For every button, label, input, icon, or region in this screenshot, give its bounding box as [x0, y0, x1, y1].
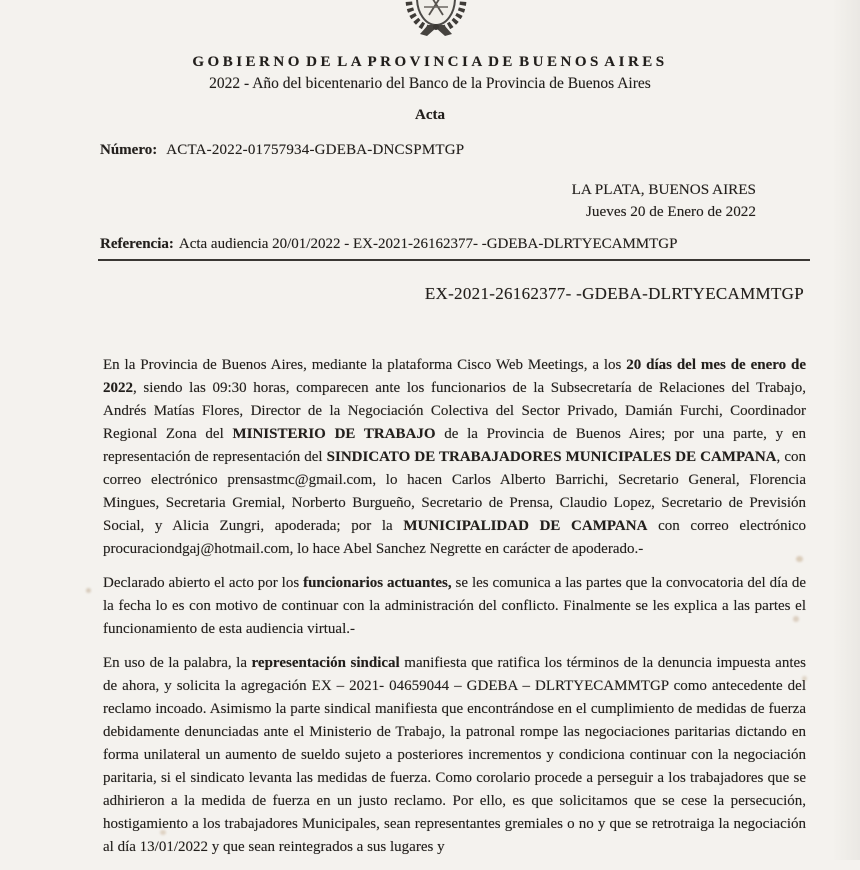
reference-label: Referencia:	[100, 236, 174, 252]
expediente-number: EX-2021-26162377- -GDEBA-DLRTYECAMMTGP	[424, 284, 804, 303]
date-line: Jueves 20 de Enero de 2022	[586, 203, 756, 220]
place-date-block	[572, 179, 756, 223]
number-value: ACTA-2022-01757934-GDEBA-DNCSPMTGP	[166, 142, 465, 158]
document-body	[103, 354, 806, 870]
scan-edge-shading	[832, 0, 860, 860]
paper-stain	[86, 588, 91, 593]
reference-value: Acta audiencia 20/01/2022 - EX-2021-26162377- -GDEBA-DLRTYECAMMTGP	[178, 236, 678, 252]
paragraph-opening: Declarado abierto el acto por los funcionarios actuantes, se les comunica a las partes que la convocatoria del día de la fecha lo es con motivo de continuar con la administración del conflicto. Finalmente se les explica a las partes el funcionamiento de esta audiencia virtual.-	[103, 575, 806, 637]
number-label: Número:	[100, 142, 158, 158]
coat-of-arms-icon	[400, 0, 472, 37]
reference-divider-rule	[98, 259, 810, 261]
reference-line	[100, 236, 806, 253]
place-line: LA PLATA, BUENOS AIRES	[571, 181, 756, 198]
commemorative-year-line: 2022 - Año del bicentenario del Banco de la Provincia de Buenos Aires	[209, 75, 651, 92]
paragraph-appearance: En la Provincia de Buenos Aires, mediante la plataforma Cisco Web Meetings, a los 20 días del mes de enero de 2022, siendo las 09:30 horas, comparecen ante los funcionarios de la Subsecretaría de Relaciones del Trabajo, Andrés Matías Flores, Director de la Negociación Colectiva del Sector Privado, Damián Furchi, Coordinador Regional Zona del MINISTERIO DE TRABAJO de la Provincia de Buenos Aires; por una parte, y en representación de representación del SINDICATO DE TRABAJADORES MUNICIPALES DE CAMPANA, con correo electrónico prensastmc@gmail.com, lo hacen Carlos Alberto Barrichi, Secretario General, Florencia Mingues, Secretaria Gremial, Norberto Burgueño, Secretario de Prensa, Claudio Lopez, Secretario de Previsión Social, y Alicia Zungri, apoderada; por la MUNICIPALIDAD DE CAMPANA con correo electrónico procuraciondgaj@hotmail.com, lo hace Abel Sanchez Negrette en carácter de apoderado.-	[103, 357, 806, 557]
document-number-line	[100, 142, 464, 159]
document-type-title: Acta	[415, 107, 445, 123]
government-title: GOBIERNO DE LA PROVINCIA DE BUENOS AIRES	[192, 54, 668, 70]
paragraph-union-statement: En uso de la palabra, la representación sindical manifiesta que ratifica los términos de la denuncia impuesta antes de ahora, y solicita la agregación EX – 2021- 04659044 – GDEBA – DLRTYECAMMTGP como antecedente del reclamo incoado. Asimismo la parte sindical manifiesta que encontrándose en el cumplimiento de medidas de fuerza debidamente denunciadas ante el Ministerio de Trabajo, la patronal rompe las negociaciones paritarias dictando en forma unilateral un aumento de sueldo sujeto a posteriores incrementos y condiciona continuar con la negociación paritaria, si el sindicato levanta las medidas de fuerza. Como corolario procede a perseguir a los trabajadores que se adhirieron a la medida de fuerza en un justo reclamo. Por ello, es que solicitamos que se cese la persecución, hostigamiento a los trabajadores Municipales, sean representantes gremiales o no y que se retrotraiga la negociación al día 13/01/2022 y que sean reintegrados a sus lugares y	[103, 655, 806, 855]
